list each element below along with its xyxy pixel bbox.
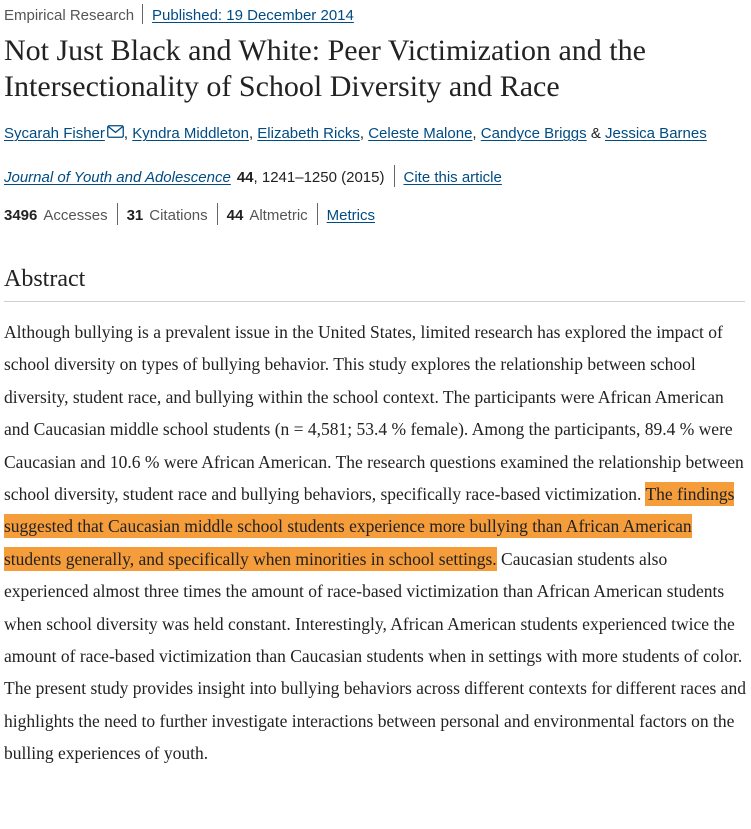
author-separator: , [248, 125, 258, 142]
author-link[interactable]: Kyndra Middleton [132, 125, 249, 142]
citations-label: Citations [149, 206, 208, 224]
journal-pages-year: , 1241–1250 (2015) [253, 168, 385, 186]
author-separator: , [359, 125, 369, 142]
author-link[interactable]: Celeste Malone [368, 125, 473, 142]
journal-volume: 44 [236, 168, 254, 186]
abstract-text-before: Although bullying is a prevalent issue in the United States, limited research has explored the impact of school diversity on types of bullying behavior. This study explores the relationship between school diversity, student race, and bullying within the school context. The participants were African American and Caucasian middle school students (n = 4,581; 53.4 % female). Among the participants, 89.4 % were Caucasian and 10.6 % were African American. The research questions examined the relationship between school diversity, student race and bullying behaviors, specifically race-based victimization. [4, 322, 744, 505]
cite-article-link[interactable]: Cite this article [403, 168, 502, 186]
metrics-link[interactable]: Metrics [326, 206, 375, 224]
abstract-text-after: Caucasian students also experienced almost three times the amount of race-based victimization than African American students when school diversity was held constant. Interestingly, African American students experienced twice the amount of race-based victimization than Caucasian students when in settings with more students of color. The present study provides insight into bullying behaviors across different contexts for different races and highlights the need to further investigate interactions between personal and environmental factors on the bulling experiences of youth. [4, 548, 746, 764]
author-separator: & [586, 125, 605, 142]
divider [117, 203, 118, 225]
article-meta [4, 6, 354, 26]
divider [317, 203, 318, 225]
published-date-link[interactable]: Published: 19 December 2014 [152, 6, 354, 24]
divider [217, 203, 218, 225]
author-link[interactable]: Jessica Barnes [605, 125, 707, 142]
citation-line [4, 167, 502, 189]
altmetric-score: 44 [226, 206, 244, 224]
section-divider [4, 301, 745, 302]
article-metrics [4, 205, 375, 227]
divider [142, 4, 143, 24]
article-title: Not Just Black and White: Peer Victimization and the Intersectionality of School Diversity and Race [4, 34, 646, 103]
author-link[interactable]: Sycarah Fisher [4, 125, 105, 142]
abstract-text [4, 316, 746, 770]
accesses-label: Accesses [43, 206, 108, 224]
author-separator: , [472, 125, 481, 142]
abstract-heading: Abstract [4, 266, 86, 292]
author-link[interactable]: Elizabeth Ricks [257, 125, 360, 142]
journal-link[interactable]: Journal of Youth and Adolescence [4, 168, 231, 186]
author-separator: , [123, 125, 133, 142]
envelope-icon[interactable] [107, 125, 124, 138]
abstract-highlight: The findings suggested that Caucasian middle school students experience more bullying than African American students generally, and specifically when minorities in school settings. [4, 484, 735, 569]
divider [394, 165, 395, 187]
author-link[interactable]: Candyce Briggs [480, 125, 587, 142]
accesses-count: 3496 [4, 206, 38, 224]
article-type: Empirical Research [4, 6, 135, 24]
altmetric-label: Altmetric [249, 206, 308, 224]
citations-count: 31 [126, 206, 144, 224]
author-list [4, 125, 707, 142]
